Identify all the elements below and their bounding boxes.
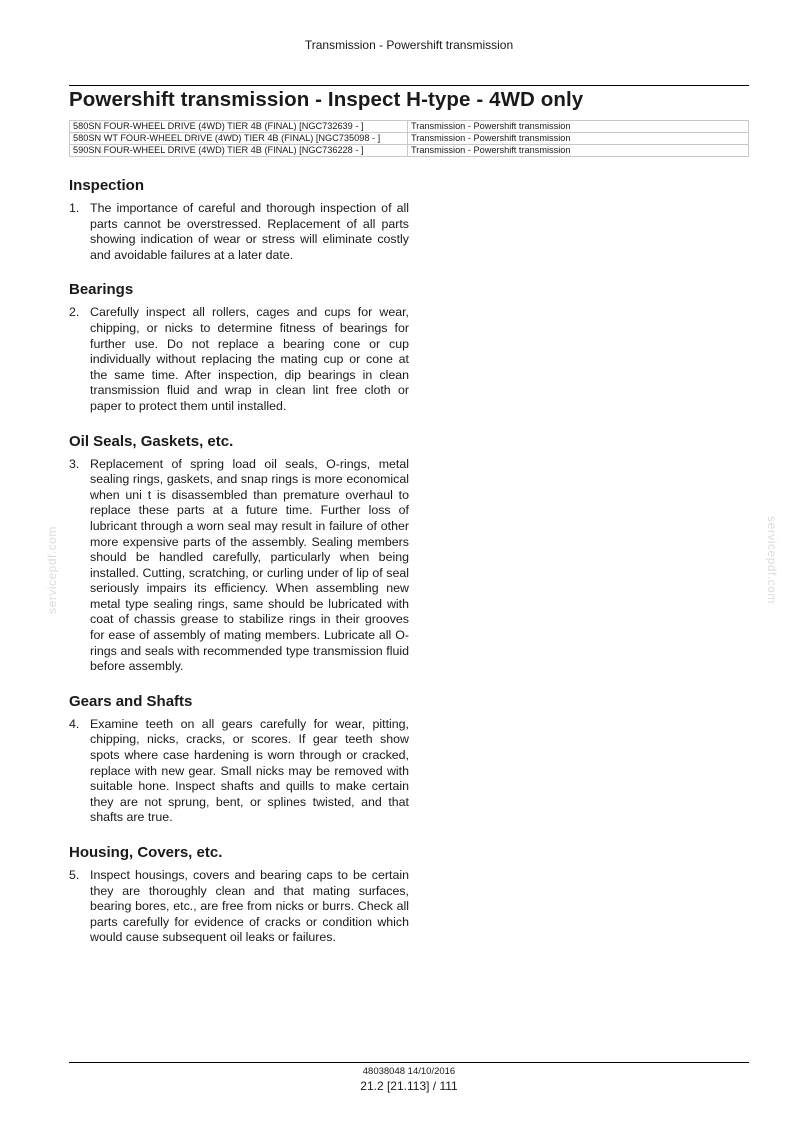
- table-row: [70, 145, 749, 157]
- group-cell: Transmission - Powershift transmission: [408, 145, 749, 157]
- page-title: Powershift transmission - Inspect H-type - 4WD only: [69, 88, 584, 111]
- step-text: Examine teeth on all gears carefully for wear, pitting, chipping, nicks, cracks, or scores. If gear teeth show spots where case hardening is worn through or cracked, replace with new gear. Small nicks may be removed with suitable hone. Inspect shafts and quills to make certain they are not sprung, bent, or splines twisted, and that shafts are true.: [90, 716, 409, 825]
- step-text: Replacement of spring load oil seals, O-rings, metal sealing rings, gaskets, and snap rings is more economical when uni t is disassembled than premature overhaul to replace these parts at a future time. Further loss of lubricant through a worn seal may result in failure of other more expensive parts of the assembly. Sealing members should be handled carefully, particularly when being installed. Cutting, scratching, or curling under of lip of seal seriously impairs its efficiency. When assembling new metal type sealing rings, same should be lubricated with coat of chassis grease to stabilize rings in their grooves for ease of assembly of mating members. Lubricate all O-rings and seals with recommended type transmission fluid before assembly.: [90, 456, 409, 674]
- model-cell: 580SN WT FOUR-WHEEL DRIVE (4WD) TIER 4B (FINAL) [NGC735098 - ]: [70, 133, 408, 145]
- applicability-table: [69, 120, 749, 157]
- section-heading: Oil Seals, Gaskets, etc.: [69, 432, 234, 450]
- section-heading: Inspection: [69, 177, 145, 194]
- section-heading: Housing, Covers, etc.: [69, 844, 223, 861]
- section-bearings: [69, 280, 409, 414]
- table-row: [70, 133, 749, 145]
- section-inspection: [69, 176, 409, 263]
- section-heading: Gears and Shafts: [69, 692, 193, 710]
- step-number: 1.: [69, 201, 80, 215]
- section-heading: Bearings: [69, 281, 134, 299]
- step-number: 5.: [69, 868, 80, 882]
- watermark-right: servicepdf.com: [764, 516, 779, 604]
- list-item: [69, 457, 409, 675]
- model-cell: 580SN FOUR-WHEEL DRIVE (4WD) TIER 4B (FINAL) [NGC732639 - ]: [70, 121, 408, 133]
- section-housing-covers: [69, 843, 409, 946]
- step-text: The importance of careful and thorough inspection of all parts cannot be overstressed. Replacement of all parts showing indication of wear or stress will eliminate costly and avoidable failures at a later date.: [90, 201, 409, 262]
- step-text: Inspect housings, covers and bearing caps to be certain they are thoroughly clean and that mating surfaces, bearing bores, etc., are free from nicks or burrs. Check all parts carefully for evidence of cracks or condition which would cause subsequent oil leaks or failures.: [90, 868, 409, 945]
- list-item: [69, 201, 409, 263]
- list-item: [69, 868, 409, 946]
- footer-doc-code: 48038048 14/10/2016: [362, 1066, 456, 1077]
- step-number: 3.: [69, 456, 80, 471]
- step-text: Carefully inspect all rollers, cages and cups for wear, chipping, or nicks to determine fitness of bearings for further use. Do not replace a bearing cone or cup individually without replacing the mating cup or cone at the same time. After inspection, dip bearings in clean transmission fluid and wrap in clean lint free cloth or paper to protect them until installed.: [90, 305, 409, 413]
- footer-rule: [69, 1062, 749, 1063]
- list-item: [69, 717, 409, 826]
- section-gears-shafts: [69, 692, 409, 826]
- procedure-content: [69, 176, 409, 963]
- list-item: [69, 305, 409, 414]
- section-oil-seals: [69, 432, 409, 675]
- group-cell: Transmission - Powershift transmission: [408, 133, 749, 145]
- watermark-left: servicepdf.com: [44, 526, 59, 614]
- group-cell: Transmission - Powershift transmission: [408, 121, 749, 133]
- model-cell: 590SN FOUR-WHEEL DRIVE (4WD) TIER 4B (FINAL) [NGC736228 - ]: [70, 145, 408, 157]
- table-row: [70, 121, 749, 133]
- header-rule: [69, 85, 749, 86]
- step-number: 4.: [69, 716, 80, 731]
- footer-page-number: 21.2 [21.113] / 111: [360, 1079, 458, 1093]
- running-header: Transmission - Powershift transmission: [304, 38, 514, 52]
- step-number: 2.: [69, 305, 80, 320]
